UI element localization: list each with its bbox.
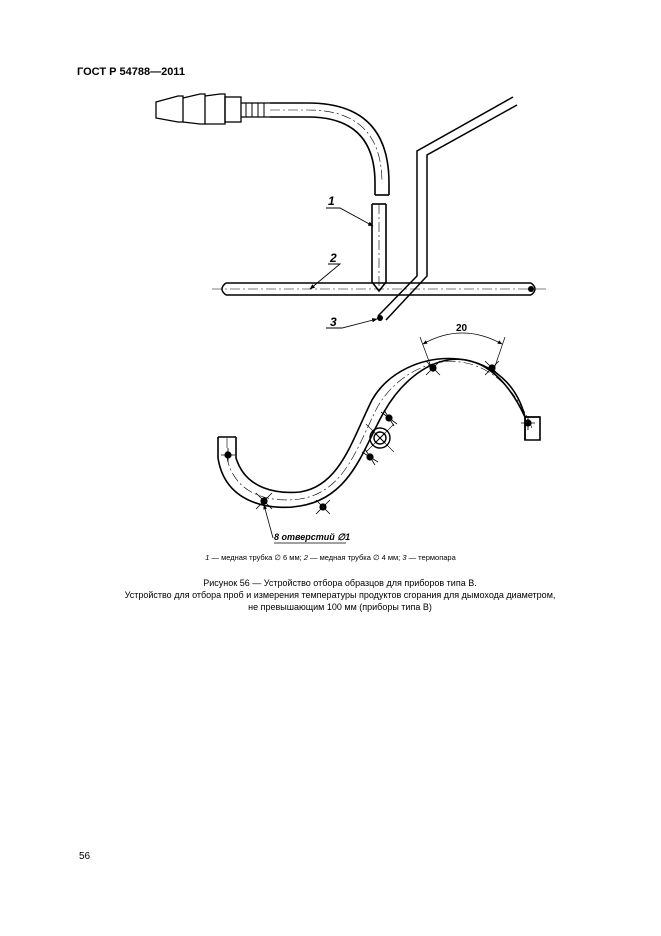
callout-3 xyxy=(326,315,377,329)
sampling-holes xyxy=(221,361,535,514)
caption-line-1: Рисунок 56 — Устройство отбора образцов для приборов типа В. xyxy=(203,578,477,588)
svg-text:1: 1 xyxy=(328,194,335,208)
hose-connector xyxy=(156,94,270,124)
svg-text:8 отверстий ∅1: 8 отверстий ∅1 xyxy=(274,532,351,542)
holes-note xyxy=(264,505,350,543)
tube-centerline xyxy=(270,110,382,286)
caption-line-2: Устройство для отбора проб и измерения температуры продуктов сгорания для дымохода диаметром, xyxy=(124,590,556,600)
callout-1 xyxy=(326,194,373,226)
svg-text:2: 2 xyxy=(330,251,337,265)
legend-text-2: — медная трубка ∅ 4 мм; xyxy=(307,553,403,562)
figure-caption xyxy=(60,577,620,613)
legend-num-2: 2 xyxy=(303,553,308,562)
svg-text:20: 20 xyxy=(456,323,468,334)
thermocouple-tip xyxy=(377,315,383,321)
document-code: ГОСТ Р 54788—2011 xyxy=(77,66,185,78)
thermocouple-port xyxy=(366,424,394,452)
caption-line-3: не превышающим 100 мм (приборы типа В) xyxy=(248,602,432,612)
legend-num-3: 3 xyxy=(402,553,407,562)
figure-legend xyxy=(0,553,661,562)
legend-num-1: 1 xyxy=(205,553,210,562)
s-probe xyxy=(218,359,540,508)
svg-text:3: 3 xyxy=(330,315,337,329)
legend-text-1: — медная трубка ∅ 6 мм; xyxy=(209,553,304,562)
thermocouple xyxy=(378,97,517,320)
page-number: 56 xyxy=(79,851,91,862)
s-probe-centerline xyxy=(227,361,532,499)
legend-text-3: — термопара xyxy=(406,553,456,562)
